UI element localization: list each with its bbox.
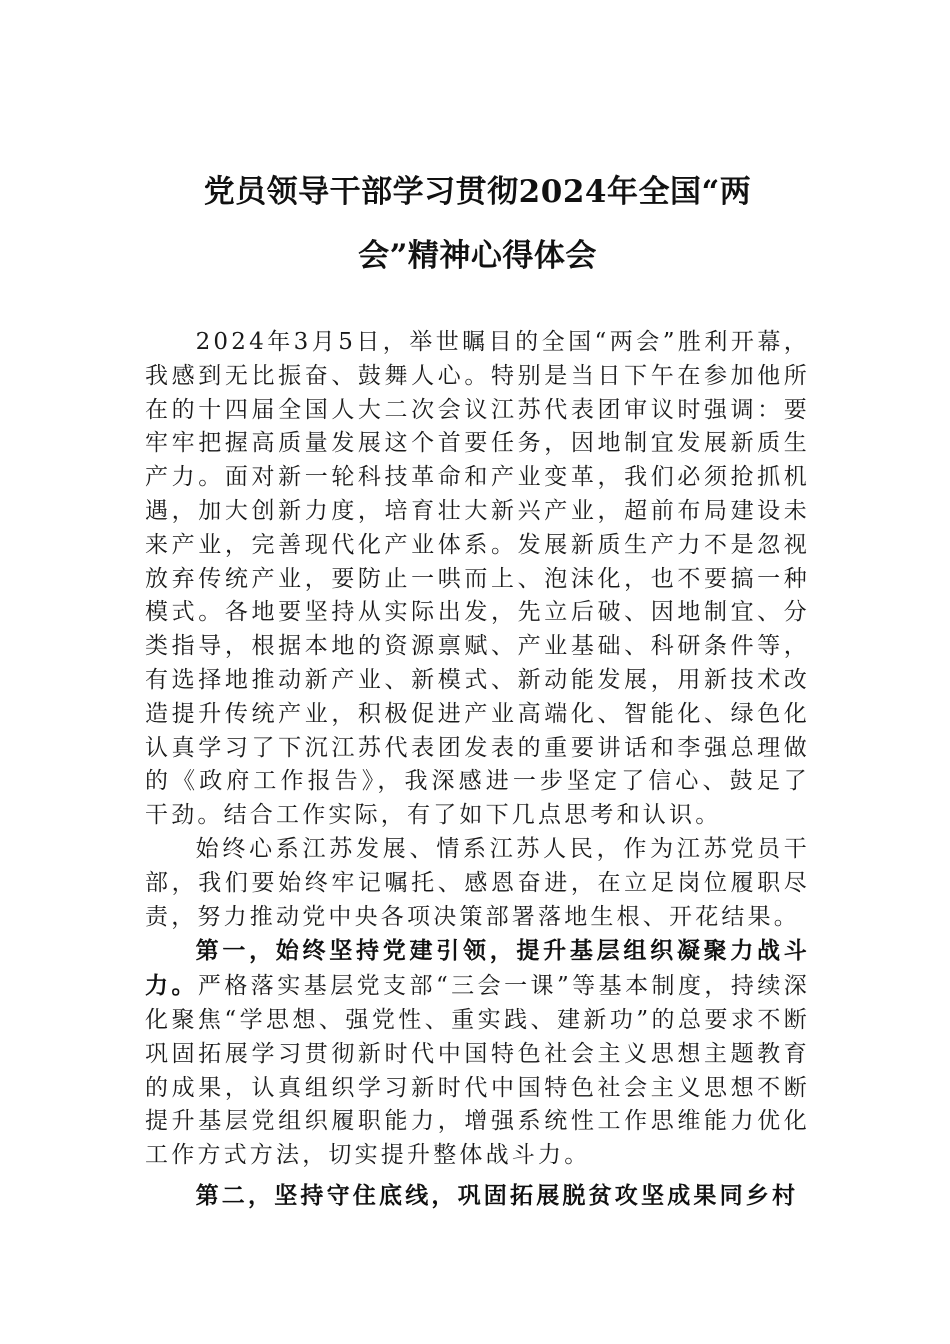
document-title bbox=[145, 160, 810, 288]
paragraph-point-two bbox=[145, 1179, 810, 1214]
paragraph-point-one bbox=[145, 934, 810, 1173]
document-body bbox=[145, 326, 810, 1214]
document-page bbox=[145, 160, 810, 1214]
paragraph-text: 严格落实基层党支部“三会一课”等基本制度，持续深化聚焦“学思想、强党性、重实践、建新功”的总要求不断巩固拓展学习贯彻新时代中国特色社会主义思想主题教育的成果，认真组织学习新时代中国特色社会主义思想不断提升基层党组织履职能力，增强系统性工作思维能力优化工作方式方法，切实提升整体战斗力。 bbox=[145, 973, 810, 1169]
paragraph-commitment bbox=[145, 833, 810, 934]
title-line-1: 党员领导干部学习贯彻2024年全国“两 bbox=[203, 174, 752, 210]
paragraph-lead: 第一，始终坚持党建引领，提升基层组织凝聚力战斗力。 bbox=[145, 937, 810, 1000]
paragraph-lead: 第二，坚持守住底线，巩固拓展脱贫攻坚成果同乡村 bbox=[195, 1181, 799, 1209]
paragraph-text: 始终心系江苏发展、情系江苏人民，作为江苏党员干部，我们要始终牢记嘱托、感恩奋进，在立足岗位履职尽责，努力推动党中央各项决策部署落地生根、开花结果。 bbox=[145, 835, 810, 930]
paragraph-text: 2024年3月5日，举世瞩目的全国“两会”胜利开幕，我感到无比振奋、鼓舞人心。特别是当日下午在参加他所在的十四届全国人大二次会议江苏代表团审议时强调：要牢牢把握高质量发展这个首要任务，因地制宜发展新质生产力。面对新一轮科技革命和产业变革，我们必须抢抓机遇，加大创新力度，培育壮大新兴产业，超前布局建设未来产业，完善现代化产业体系。发展新质生产力不是忽视放弃传统产业，要防止一哄而上、泡沫化，也不要搞一种模式。各地要坚持从实际出发，先立后破、因地制宜、分类指导，根据本地的资源禀赋、产业基础、科研条件等，有选择地推动新产业、新模式、新动能发展，用新技术改造提升传统产业，积极促进产业高端化、智能化、绿色化认真学习了下沉江苏代表团发表的重要讲话和李强总理做的《政府工作报告》，我深感进一步坚定了信心、鼓足了干劲。结合工作实际，有了如下几点思考和认识。 bbox=[145, 329, 810, 829]
paragraph-intro bbox=[145, 326, 810, 833]
title-line-2: 会”精神心得体会 bbox=[358, 238, 597, 274]
